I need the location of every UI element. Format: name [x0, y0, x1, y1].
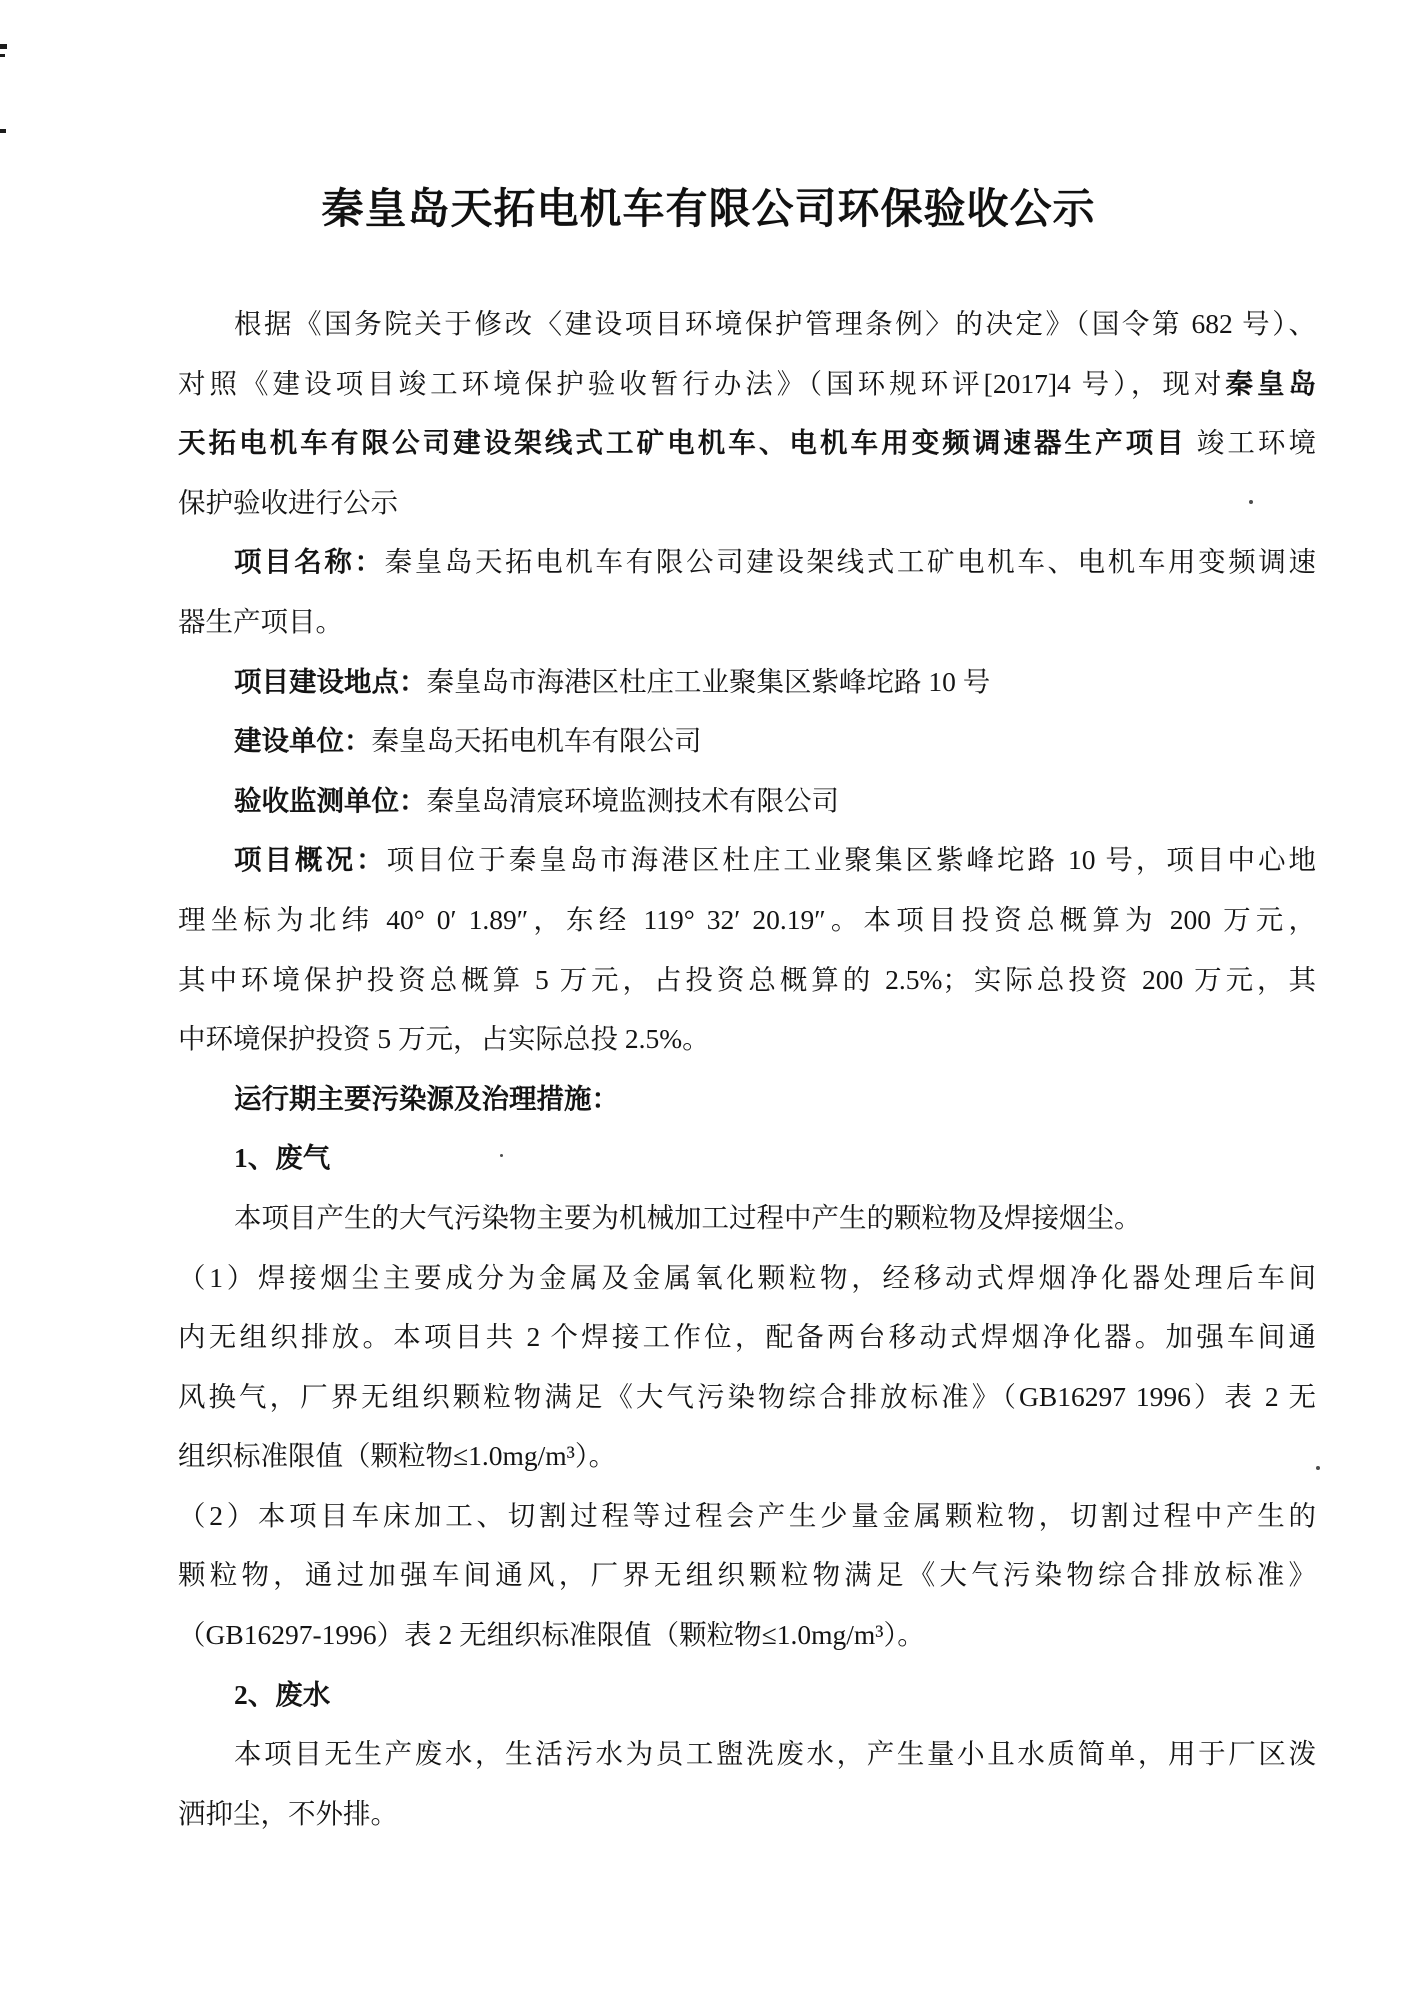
text-run: 颗粒物，通过加强车间通风，厂界无组织颗粒物满足《大气污染物综合排放标准》	[178, 1559, 1316, 1591]
text-run: 内无组织排放。本项目共 2 个焊接工作位，配备两台移动式焊烟净化器。加强车间通	[178, 1321, 1316, 1353]
text-run: 对照《建设项目竣工环境保护验收暂行办法》（国环规环评[2017]4 号），现对	[178, 367, 1226, 399]
scan-speck	[1316, 1466, 1320, 1470]
text-run: 秦皇岛	[1225, 367, 1316, 399]
text-line	[178, 890, 1316, 950]
text-line	[178, 1784, 1316, 1844]
text-run: 建设单位：	[234, 725, 372, 757]
text-line	[178, 830, 1316, 890]
text-run: 本项目产生的大气污染物主要为机械加工过程中产生的颗粒物及焊接烟尘。	[234, 1201, 1142, 1233]
text-run: 秦皇岛天拓电机车有限公司建设架线式工矿电机车、电机车用变频调速	[384, 546, 1317, 578]
text-line	[178, 1605, 1316, 1665]
text-line	[178, 950, 1316, 1010]
text-run: 根据《国务院关于修改〈建设项目环境保护管理条例〉的决定》（国令第 682 号）、	[234, 308, 1316, 339]
text-run: 验收监测单位：	[234, 784, 427, 816]
text-line	[178, 1069, 1316, 1129]
text-run: 秦皇岛天拓电机车有限公司	[371, 725, 702, 757]
text-run: 组织标准限值（颗粒物≤1.0mg/m³）。	[178, 1440, 617, 1472]
scan-artifact	[0, 44, 7, 49]
text-line	[178, 532, 1316, 592]
document-body	[178, 294, 1316, 1843]
text-run: 洒抑尘，不外排。	[178, 1797, 398, 1829]
text-line	[178, 1367, 1316, 1427]
text-line	[178, 354, 1316, 414]
text-run: （2）本项目车床加工、切割过程等过程会产生少量金属颗粒物，切割过程中产生的	[178, 1499, 1316, 1531]
text-line	[178, 1248, 1316, 1308]
text-run: 器生产项目。	[178, 605, 343, 637]
text-line	[178, 592, 1316, 652]
text-run: 秦皇岛市海港区杜庄工业聚集区紫峰坨路 10 号	[426, 665, 991, 697]
text-line	[178, 1009, 1316, 1069]
text-run: 理坐标为北纬 40° 0′ 1.89″，东经 119° 32′ 20.19″。本项目投资总概算为 200 万元，	[178, 903, 1316, 935]
text-run: 其中环境保护投资总概算 5 万元，占投资总概算的 2.5%；实际总投资 200 万元，其	[178, 963, 1316, 995]
text-line	[178, 473, 1316, 533]
text-run: 项目建设地点：	[234, 665, 427, 697]
text-run: 竣工环境	[1186, 427, 1317, 459]
text-run: 项目位于秦皇岛市海港区杜庄工业聚集区紫峰坨路 10 号，项目中心地	[386, 844, 1316, 876]
text-line	[178, 711, 1316, 771]
text-line	[178, 652, 1316, 712]
text-line	[178, 294, 1316, 354]
text-run: 1、废气	[234, 1142, 331, 1174]
text-run: 2、废水	[234, 1678, 331, 1710]
scan-artifact	[0, 129, 6, 133]
text-run: 运行期主要污染源及治理措施：	[234, 1082, 619, 1114]
text-line	[178, 1426, 1316, 1486]
scan-artifact	[0, 54, 5, 57]
text-line	[178, 1486, 1316, 1546]
text-line	[178, 1307, 1316, 1367]
text-run: 天拓电机车有限公司建设架线式工矿电机车、电机车用变频调速器生产项目	[178, 427, 1187, 459]
text-run: 秦皇岛清宸环境监测技术有限公司	[426, 784, 839, 816]
text-run: （GB16297-1996）表 2 无组织标准限值（颗粒物≤1.0mg/m³）。	[178, 1619, 925, 1651]
document-title: 秦皇岛天拓电机车有限公司环保验收公示	[321, 187, 1096, 233]
text-line	[178, 1188, 1316, 1248]
text-line	[178, 1545, 1316, 1605]
text-line	[178, 771, 1316, 831]
text-run: 保护验收进行公示	[178, 486, 398, 518]
text-run: 中环境保护投资 5 万元，占实际总投 2.5%。	[178, 1023, 710, 1055]
text-line	[178, 413, 1316, 473]
text-run: 本项目无生产废水，生活污水为员工盥洗废水，产生量小且水质简单，用于厂区泼	[234, 1738, 1316, 1770]
text-run: 项目概况：	[234, 844, 387, 876]
text-run: （1）焊接烟尘主要成分为金属及金属氧化颗粒物，经移动式焊烟净化器处理后车间	[178, 1261, 1316, 1293]
text-line	[178, 1724, 1316, 1784]
text-line	[178, 1665, 1316, 1725]
text-run: 项目名称：	[234, 546, 385, 578]
text-run: 风换气，厂界无组织颗粒物满足《大气污染物综合排放标准》（GB16297 1996）表 2 无	[178, 1380, 1316, 1412]
text-line	[178, 1128, 1316, 1188]
